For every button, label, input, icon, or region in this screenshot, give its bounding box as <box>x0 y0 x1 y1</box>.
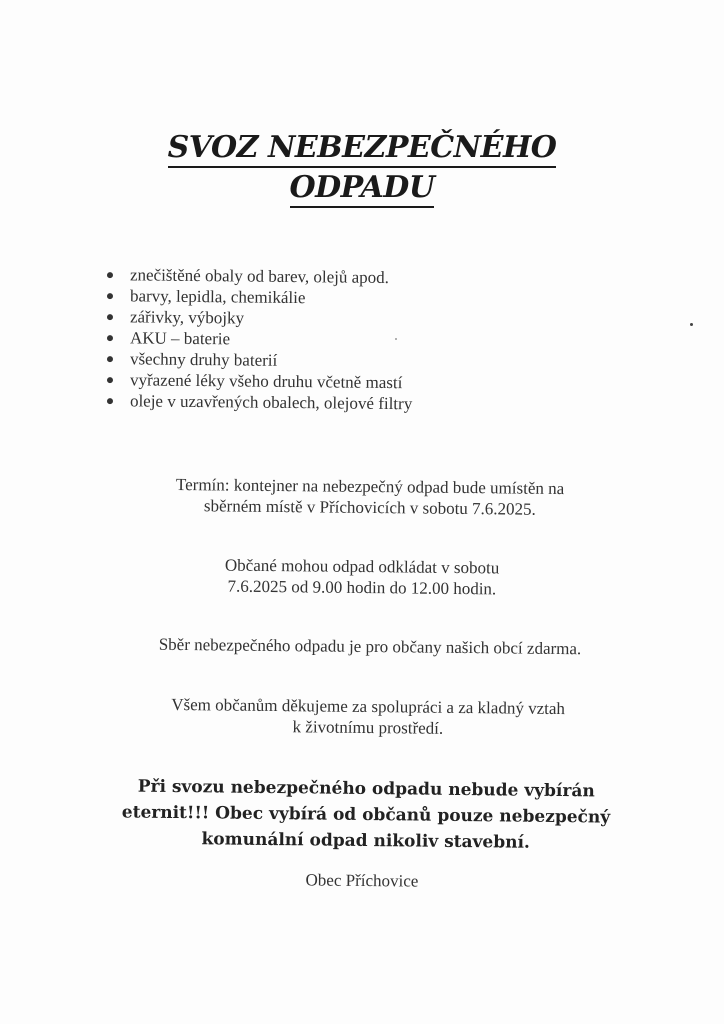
thanks-paragraph: Všem občanům děkujeme za spolupráci a za kladný vztah k životnímu prostředí. <box>171 694 566 738</box>
scan-speck <box>690 323 693 326</box>
signature: Obec Příchovice <box>305 870 419 891</box>
waste-items-list <box>100 264 413 414</box>
list-item: všechny druhy baterií <box>100 348 412 372</box>
term-paragraph: Termín: kontejner na nebezpečný odpad bude umístěn na sběrném místě v Příchovicích v sobotu 7.6.2025. <box>175 474 565 519</box>
list-item: barvy, lepidla, chemikálie <box>100 285 412 309</box>
list-item: vyřazené léky všeho druhu včetně mastí <box>100 369 412 393</box>
warning-paragraph: Při svozu nebezpečného odpadu nebude vybírán eternit!!! Obec vybírá od občanů pouze nebezpečný komunální odpad nikoliv stavební. <box>121 776 611 853</box>
document-title-line-1: SVOZ NEBEZPEČNÉHO <box>0 128 724 168</box>
document-title-line-2: ODPADU <box>0 168 724 208</box>
free-collection-paragraph: Sběr nebezpečného odpadu je pro občany našich obcí zdarma. <box>158 634 582 659</box>
scan-speck <box>395 338 397 340</box>
list-item: AKU – baterie <box>100 327 412 351</box>
list-item: zářivky, výbojky <box>100 306 412 330</box>
list-item: znečištěné obaly od barev, olejů apod. <box>100 264 412 288</box>
list-item: oleje v uzavřených obalech, olejové filtry <box>100 390 412 414</box>
drop-off-paragraph: Občané mohou odpad odkládat v sobotu 7.6.2025 od 9.00 hodin do 12.00 hodin. <box>224 555 500 599</box>
